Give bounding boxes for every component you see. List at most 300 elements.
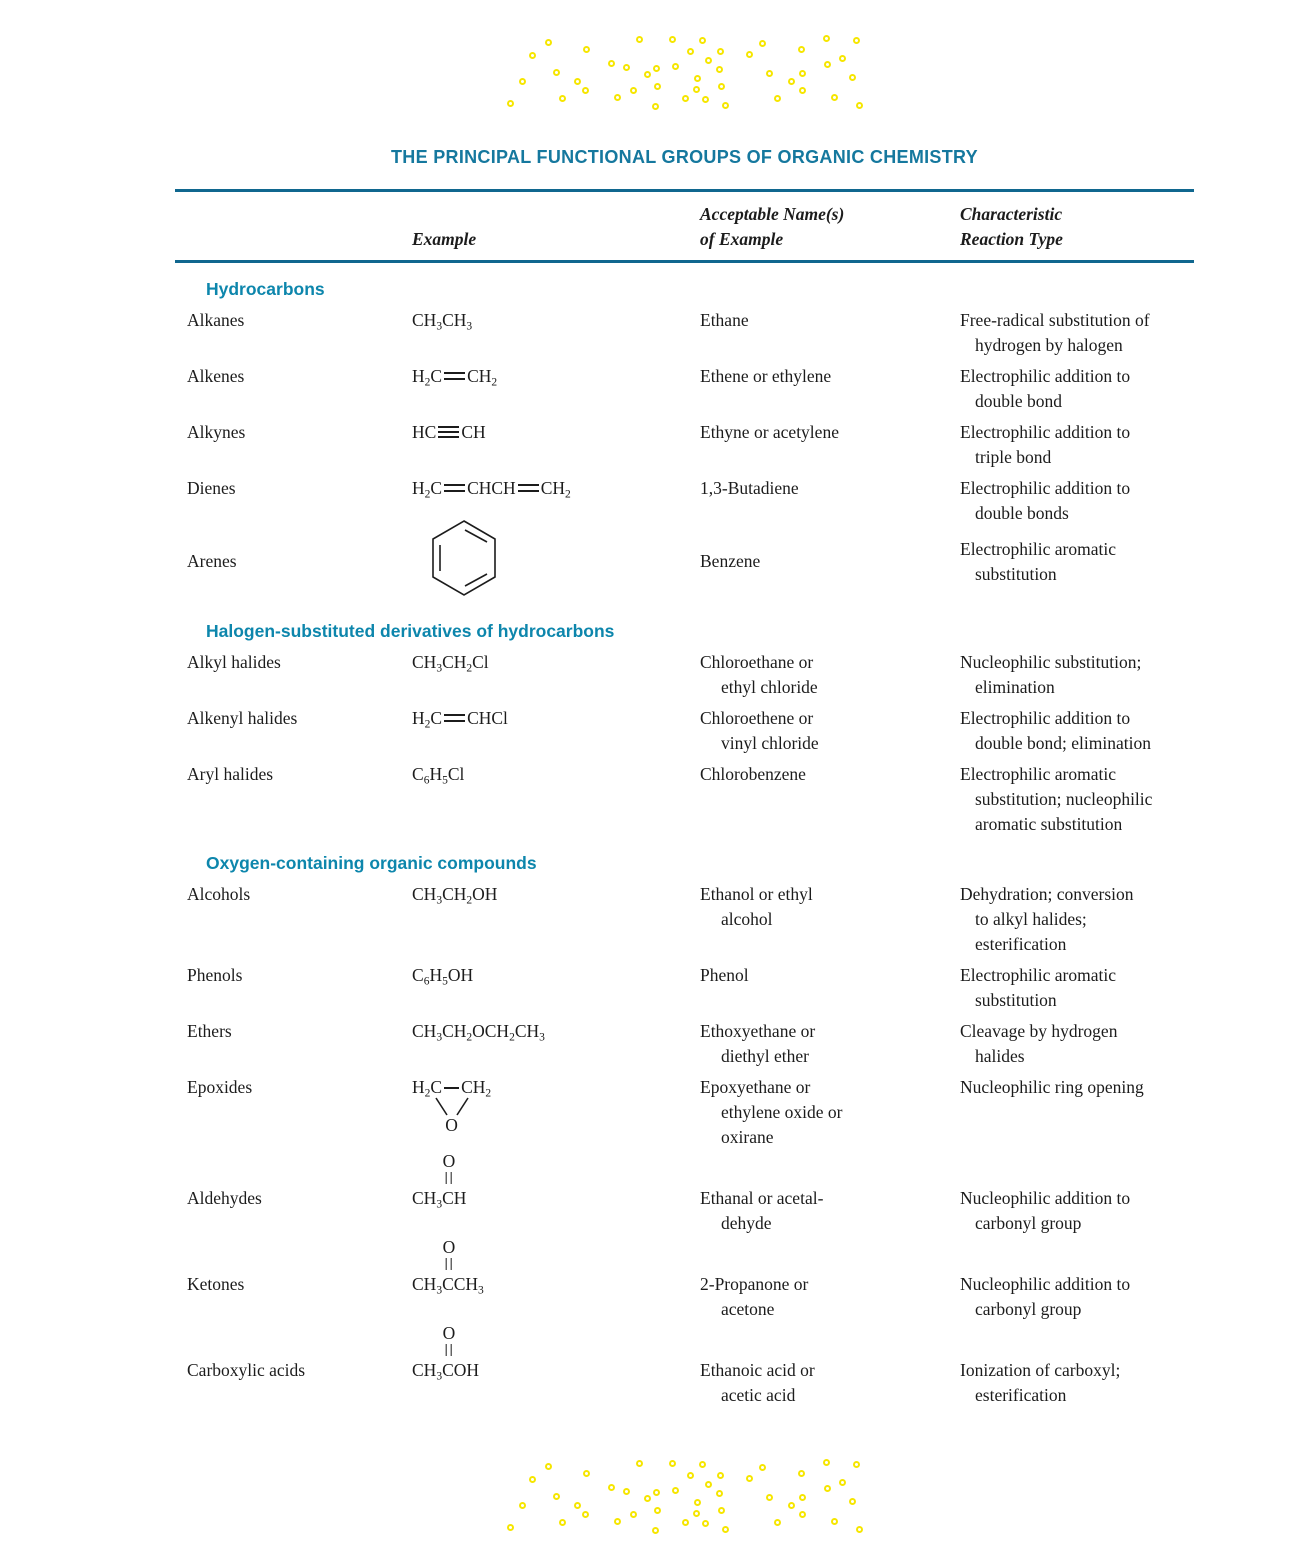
table-row xyxy=(175,650,1194,700)
text-line: Chloroethene or xyxy=(700,708,814,728)
formula-text: C xyxy=(412,965,424,985)
formula-subscript: 3 xyxy=(478,1284,484,1297)
example-cell xyxy=(412,963,700,988)
reaction-type-cell xyxy=(960,1019,1194,1069)
confetti-dot xyxy=(702,96,709,103)
example-cell xyxy=(412,308,700,333)
example-cell xyxy=(412,518,700,605)
confetti-dot xyxy=(798,46,805,53)
reaction-type-cell xyxy=(960,1186,1194,1236)
formula-text: H xyxy=(412,478,425,498)
text-line: Characteristic xyxy=(960,204,1063,224)
confetti-dot xyxy=(614,1518,621,1525)
text-line: dehyde xyxy=(721,1213,772,1233)
example-cell xyxy=(412,1075,700,1134)
text-line: aromatic substitution xyxy=(975,814,1123,834)
confetti-dot xyxy=(702,1520,709,1527)
carbonyl-oxygen-group xyxy=(442,1236,456,1273)
reaction-type-cell xyxy=(960,706,1194,756)
example-cell xyxy=(412,706,700,731)
confetti-dot xyxy=(694,75,701,82)
group-name-cell: Ethers xyxy=(187,1021,232,1041)
table-row xyxy=(175,963,1194,1013)
confetti-dot xyxy=(623,64,630,71)
reaction-type-cell xyxy=(960,650,1194,700)
table-body xyxy=(175,279,1194,1408)
confetti-dot xyxy=(716,1490,723,1497)
confetti-dot xyxy=(788,1502,795,1509)
confetti-dot xyxy=(669,1460,676,1467)
text-line: Ethene or ethylene xyxy=(700,366,832,386)
text-line: Benzene xyxy=(700,551,761,571)
confetti-dot xyxy=(644,71,651,78)
text-line: Free-radical substitution of xyxy=(960,310,1150,330)
text-line: Epoxyethane or xyxy=(700,1077,811,1097)
confetti-dot xyxy=(823,35,830,42)
section-title-1: Halogen-substituted derivatives of hydrocarbons xyxy=(206,621,615,641)
confetti-dot xyxy=(529,52,536,59)
formula-text: CH xyxy=(412,310,437,330)
formula-subscript: 5 xyxy=(442,774,448,787)
example-cell xyxy=(412,650,700,675)
confetti-dot xyxy=(630,1511,637,1518)
acceptable-names-cell xyxy=(700,963,960,988)
confetti-dot xyxy=(672,63,679,70)
text-line: Electrophilic aromatic xyxy=(960,764,1116,784)
confetti-dots-bottom xyxy=(505,1452,861,1534)
text-line: Cleavage by hydrogen xyxy=(960,1021,1118,1041)
formula-text: Cl xyxy=(447,764,465,784)
table-row xyxy=(175,1236,1194,1322)
acceptable-names-cell xyxy=(700,549,960,574)
formula-text: CH xyxy=(442,1188,467,1208)
formula-text: CH xyxy=(412,1188,437,1208)
confetti-dot xyxy=(722,102,729,109)
confetti-dot xyxy=(636,36,643,43)
confetti-dot xyxy=(853,37,860,44)
confetti-dot xyxy=(716,66,723,73)
reaction-type-cell xyxy=(960,308,1194,358)
single-bond-icon xyxy=(444,1087,459,1089)
text-line: elimination xyxy=(975,677,1055,697)
carbonyl-oxygen-group xyxy=(442,1322,456,1359)
table-row xyxy=(175,1150,1194,1236)
confetti-dot xyxy=(529,1476,536,1483)
confetti-dot xyxy=(545,39,552,46)
formula-text: HC xyxy=(412,422,437,442)
header-example-cell xyxy=(412,227,700,252)
confetti-dot xyxy=(774,1519,781,1526)
formula-subscript: 2 xyxy=(424,718,431,731)
group-name-cell: Alkenes xyxy=(187,366,245,386)
text-line: Ethanal or acetal- xyxy=(700,1188,824,1208)
text-line: Nucleophilic addition to xyxy=(960,1274,1131,1294)
text-line: Chlorobenzene xyxy=(700,764,806,784)
text-line: vinyl chloride xyxy=(721,733,819,753)
text-line: Electrophilic addition to xyxy=(960,422,1131,442)
benzene-ring-structure xyxy=(412,518,502,605)
chemical-formula xyxy=(412,708,508,731)
text-line: Example xyxy=(412,229,477,249)
formula-subscript: 2 xyxy=(424,1087,431,1100)
formula-text: CH xyxy=(412,1360,437,1380)
chemical-formula xyxy=(412,1188,467,1211)
confetti-dot xyxy=(824,61,831,68)
formula-subscript: 3 xyxy=(436,1198,443,1211)
confetti-dot xyxy=(687,48,694,55)
text-line: Ethyne or acetylene xyxy=(700,422,839,442)
text-line: Electrophilic addition to xyxy=(960,478,1131,498)
text-line: Electrophilic aromatic xyxy=(960,965,1116,985)
confetti-dot xyxy=(559,95,566,102)
text-line: Ionization of carboxyl; xyxy=(960,1360,1121,1380)
acceptable-names-cell xyxy=(700,308,960,333)
table-row xyxy=(175,882,1194,957)
confetti-dot xyxy=(799,70,806,77)
example-cell xyxy=(412,882,700,907)
formula-text: CH xyxy=(461,1077,486,1097)
formula-text: C xyxy=(430,366,443,386)
formula-text: H xyxy=(429,764,443,784)
header-names-cell xyxy=(700,202,960,252)
acceptable-names-cell xyxy=(700,364,960,389)
formula-text: OH xyxy=(447,965,474,985)
formula-text: CHCl xyxy=(467,708,508,728)
confetti-dot xyxy=(831,94,838,101)
confetti-dot xyxy=(545,1463,552,1470)
confetti-dot xyxy=(788,78,795,85)
table-row xyxy=(175,420,1194,470)
confetti-dot xyxy=(682,1519,689,1526)
confetti-dot xyxy=(799,1494,806,1501)
formula-text: CH xyxy=(461,422,486,442)
text-line: Phenol xyxy=(700,965,749,985)
acceptable-names-cell xyxy=(700,476,960,501)
example-cell xyxy=(412,1322,700,1383)
confetti-dot xyxy=(718,1507,725,1514)
confetti-dot xyxy=(746,1475,753,1482)
formula-text: CH xyxy=(514,1021,540,1041)
double-bond-icon xyxy=(518,484,539,492)
text-line: double bond; elimination xyxy=(975,733,1151,753)
formula-subscript: 2 xyxy=(466,662,473,675)
confetti-dot xyxy=(583,1470,590,1477)
confetti-dot xyxy=(652,1527,659,1534)
confetti-dot xyxy=(669,36,676,43)
group-name-cell: Ketones xyxy=(187,1274,245,1294)
text-line: Electrophilic aromatic xyxy=(960,538,1116,559)
text-line: oxirane xyxy=(721,1127,774,1147)
example-cell xyxy=(412,762,700,787)
formula-subscript: 6 xyxy=(423,975,430,988)
formula-text: OCH xyxy=(472,1021,510,1041)
acceptable-names-cell xyxy=(700,1358,960,1408)
epoxide-ring-structure xyxy=(412,1075,491,1134)
group-name-cell: Arenes xyxy=(187,551,237,571)
table-row xyxy=(175,1322,1194,1408)
chemical-formula xyxy=(412,884,498,907)
reaction-type-cell xyxy=(960,882,1194,957)
text-line: substitution xyxy=(975,563,1057,584)
confetti-dot xyxy=(623,1488,630,1495)
carbonyl-oxygen-label: O xyxy=(442,1322,456,1343)
formula-text: C xyxy=(430,708,443,728)
acceptable-names-cell xyxy=(700,1272,960,1322)
example-cell xyxy=(412,476,700,501)
formula-subscript: 3 xyxy=(436,320,443,333)
confetti-dot xyxy=(687,1472,694,1479)
table-row xyxy=(175,1019,1194,1069)
formula-subscript: 2 xyxy=(424,376,431,389)
confetti-dot xyxy=(608,60,615,67)
formula-text: CH xyxy=(442,652,467,672)
confetti-dot xyxy=(699,37,706,44)
formula-text: CH xyxy=(467,366,492,386)
confetti-dot xyxy=(705,57,712,64)
confetti-dot xyxy=(614,94,621,101)
text-line: Chloroethane or xyxy=(700,652,814,672)
reaction-type-cell xyxy=(960,1075,1194,1100)
text-line: Electrophilic addition to xyxy=(960,366,1131,386)
text-line: Reaction Type xyxy=(960,229,1063,249)
confetti-dot xyxy=(856,1526,863,1533)
confetti-dot xyxy=(839,1479,846,1486)
reaction-type-cell xyxy=(960,537,1194,587)
text-line: substitution; nucleophilic xyxy=(975,789,1153,809)
reaction-type-cell xyxy=(960,963,1194,1013)
confetti-dot xyxy=(583,46,590,53)
text-line: esterification xyxy=(975,1385,1067,1405)
table-header-row xyxy=(175,192,1194,260)
group-name-cell: Carboxylic acids xyxy=(187,1360,306,1380)
group-name-cell: Epoxides xyxy=(187,1077,253,1097)
formula-subscript: 5 xyxy=(442,975,448,988)
confetti-dot xyxy=(559,1519,566,1526)
confetti-dot xyxy=(849,1498,856,1505)
table-row xyxy=(175,518,1194,605)
example-cell xyxy=(412,1019,700,1044)
reaction-type-cell xyxy=(960,420,1194,470)
confetti-dot xyxy=(759,40,766,47)
group-name-cell: Aldehydes xyxy=(187,1188,262,1208)
acceptable-names-cell xyxy=(700,762,960,787)
formula-text: C xyxy=(412,764,424,784)
text-line: ethyl chloride xyxy=(721,677,818,697)
confetti-dot xyxy=(699,1461,706,1468)
confetti-dot xyxy=(849,74,856,81)
formula-subscript: 3 xyxy=(436,1031,443,1044)
confetti-dot xyxy=(824,1485,831,1492)
formula-text: H xyxy=(412,366,425,386)
table-row xyxy=(175,762,1194,837)
confetti-dot xyxy=(672,1487,679,1494)
confetti-dot xyxy=(636,1460,643,1467)
confetti-dot xyxy=(766,70,773,77)
formula-subscript: 2 xyxy=(466,1031,473,1044)
confetti-dot xyxy=(693,1510,700,1517)
example-cell xyxy=(412,1150,700,1211)
chemical-formula xyxy=(412,422,486,442)
confetti-dot xyxy=(519,78,526,85)
confetti-dot xyxy=(644,1495,651,1502)
confetti-dot xyxy=(823,1459,830,1466)
text-line: 2-Propanone or xyxy=(700,1274,809,1294)
header-reaction-cell xyxy=(960,202,1194,252)
text-line: Electrophilic addition to xyxy=(960,708,1131,728)
carbonyl-oxygen-label: O xyxy=(442,1236,456,1257)
formula-subscript: 2 xyxy=(509,1031,515,1044)
confetti-dots-top xyxy=(505,28,861,110)
group-name-cell: Dienes xyxy=(187,478,236,498)
formula-subscript: 3 xyxy=(539,1031,545,1044)
confetti-dot xyxy=(799,1511,806,1518)
formula-text: C xyxy=(430,478,443,498)
section-title-0: Hydrocarbons xyxy=(206,279,325,299)
double-bond-icon xyxy=(444,372,465,380)
formula-subscript: 2 xyxy=(491,376,498,389)
confetti-dot xyxy=(839,55,846,62)
epoxide-oxygen-label: O xyxy=(445,1115,458,1135)
text-line: to alkyl halides; xyxy=(975,909,1087,929)
example-cell xyxy=(412,420,700,445)
group-name-cell: Alkyl halides xyxy=(187,652,281,672)
benzene-ring-icon xyxy=(426,518,502,598)
confetti-dot xyxy=(694,1499,701,1506)
table-row xyxy=(175,706,1194,756)
acceptable-names-cell xyxy=(700,1019,960,1069)
formula-text: CHCH xyxy=(467,478,516,498)
text-line: Ethoxyethane or xyxy=(700,1021,816,1041)
confetti-dot xyxy=(798,1470,805,1477)
formula-subscript: 2 xyxy=(424,488,431,501)
formula-text: C xyxy=(430,1077,443,1097)
confetti-dot xyxy=(652,103,659,110)
text-line: Nucleophilic ring opening xyxy=(960,1077,1144,1097)
confetti-dot xyxy=(717,1472,724,1479)
double-bond-icon xyxy=(444,484,465,492)
acceptable-names-cell xyxy=(700,882,960,932)
double-bond-icon xyxy=(444,714,465,722)
section-title-2: Oxygen-containing organic compounds xyxy=(206,853,537,873)
group-name-cell: Alkanes xyxy=(187,310,245,330)
formula-subscript: 3 xyxy=(436,894,443,907)
text-line: triple bond xyxy=(975,447,1052,467)
confetti-dot xyxy=(653,1489,660,1496)
confetti-dot xyxy=(831,1518,838,1525)
formula-subscript: 6 xyxy=(423,774,430,787)
epoxide-v-bonds-icon xyxy=(413,1097,491,1117)
formula-subscript: 3 xyxy=(436,662,443,675)
confetti-dot xyxy=(582,1511,589,1518)
table-row xyxy=(175,308,1194,358)
functional-groups-table xyxy=(175,189,1194,1414)
triple-bond-icon xyxy=(438,426,459,438)
text-line: 1,3-Butadiene xyxy=(700,478,799,498)
text-line: diethyl ether xyxy=(721,1046,809,1066)
carbonyl-structure xyxy=(412,1236,484,1297)
carbonyl-double-bond-icon xyxy=(446,1172,452,1184)
carbonyl-oxygen-group xyxy=(442,1150,456,1187)
formula-text: CH xyxy=(412,652,437,672)
text-line: esterification xyxy=(975,934,1067,954)
text-line: ethylene oxide or xyxy=(721,1102,843,1122)
formula-text: H xyxy=(412,708,425,728)
confetti-dot xyxy=(553,1493,560,1500)
group-name-cell: Alkenyl halides xyxy=(187,708,298,728)
formula-text: CH xyxy=(412,884,437,904)
confetti-dot xyxy=(746,51,753,58)
text-line: of Example xyxy=(700,229,784,249)
text-line: double bond xyxy=(975,391,1063,411)
confetti-dot xyxy=(654,83,661,90)
text-line: Ethanoic acid or xyxy=(700,1360,815,1380)
formula-text: Cl xyxy=(472,652,489,672)
confetti-dot xyxy=(507,100,514,107)
formula-text: H xyxy=(429,965,443,985)
example-cell xyxy=(412,364,700,389)
formula-subscript: 3 xyxy=(436,1284,443,1297)
confetti-dot xyxy=(630,87,637,94)
confetti-dot xyxy=(799,87,806,94)
acceptable-names-cell xyxy=(700,420,960,445)
carbonyl-oxygen-label: O xyxy=(442,1150,456,1171)
confetti-dot xyxy=(653,65,660,72)
text-line: alcohol xyxy=(721,909,773,929)
carbonyl-structure xyxy=(412,1322,480,1383)
text-line: acetic acid xyxy=(721,1385,796,1405)
formula-text: OH xyxy=(472,884,498,904)
confetti-dot xyxy=(774,95,781,102)
text-line: Nucleophilic substitution; xyxy=(960,652,1142,672)
confetti-dot xyxy=(553,69,560,76)
acceptable-names-cell xyxy=(700,1075,960,1150)
header-group-cell xyxy=(175,227,412,252)
page-title: THE PRINCIPAL FUNCTIONAL GROUPS OF ORGANIC CHEMISTRY xyxy=(391,147,978,167)
acceptable-names-cell xyxy=(700,650,960,700)
text-line: double bonds xyxy=(975,503,1069,523)
text-line: Ethanol or ethyl xyxy=(700,884,813,904)
formula-text: CH xyxy=(412,1274,437,1294)
formula-text: CH xyxy=(442,1021,467,1041)
confetti-dot xyxy=(574,1502,581,1509)
formula-subscript: 3 xyxy=(436,1370,443,1383)
text-line: Ethane xyxy=(700,310,749,330)
confetti-dot xyxy=(718,83,725,90)
carbonyl-double-bond-icon xyxy=(446,1258,452,1270)
acceptable-names-cell xyxy=(700,706,960,756)
reaction-type-cell xyxy=(960,476,1194,526)
table-row xyxy=(175,364,1194,414)
text-line: acetone xyxy=(721,1299,775,1319)
formula-text: H xyxy=(412,1077,425,1097)
chemical-formula xyxy=(412,366,498,389)
confetti-dot xyxy=(856,102,863,109)
chemical-formula xyxy=(412,478,571,501)
group-name-cell: Aryl halides xyxy=(187,764,274,784)
table-rule-header-bottom xyxy=(175,260,1194,263)
carbonyl-structure xyxy=(412,1150,467,1211)
carbonyl-double-bond-icon xyxy=(446,1344,452,1356)
formula-subscript: 2 xyxy=(565,488,571,501)
confetti-dot xyxy=(654,1507,661,1514)
chemical-formula xyxy=(412,310,473,333)
group-name-cell: Alcohols xyxy=(187,884,251,904)
formula-text: COH xyxy=(442,1360,480,1380)
confetti-dot xyxy=(722,1526,729,1533)
text-line: Nucleophilic addition to xyxy=(960,1188,1131,1208)
chemical-formula xyxy=(412,1021,545,1044)
reaction-type-cell xyxy=(960,1358,1194,1408)
